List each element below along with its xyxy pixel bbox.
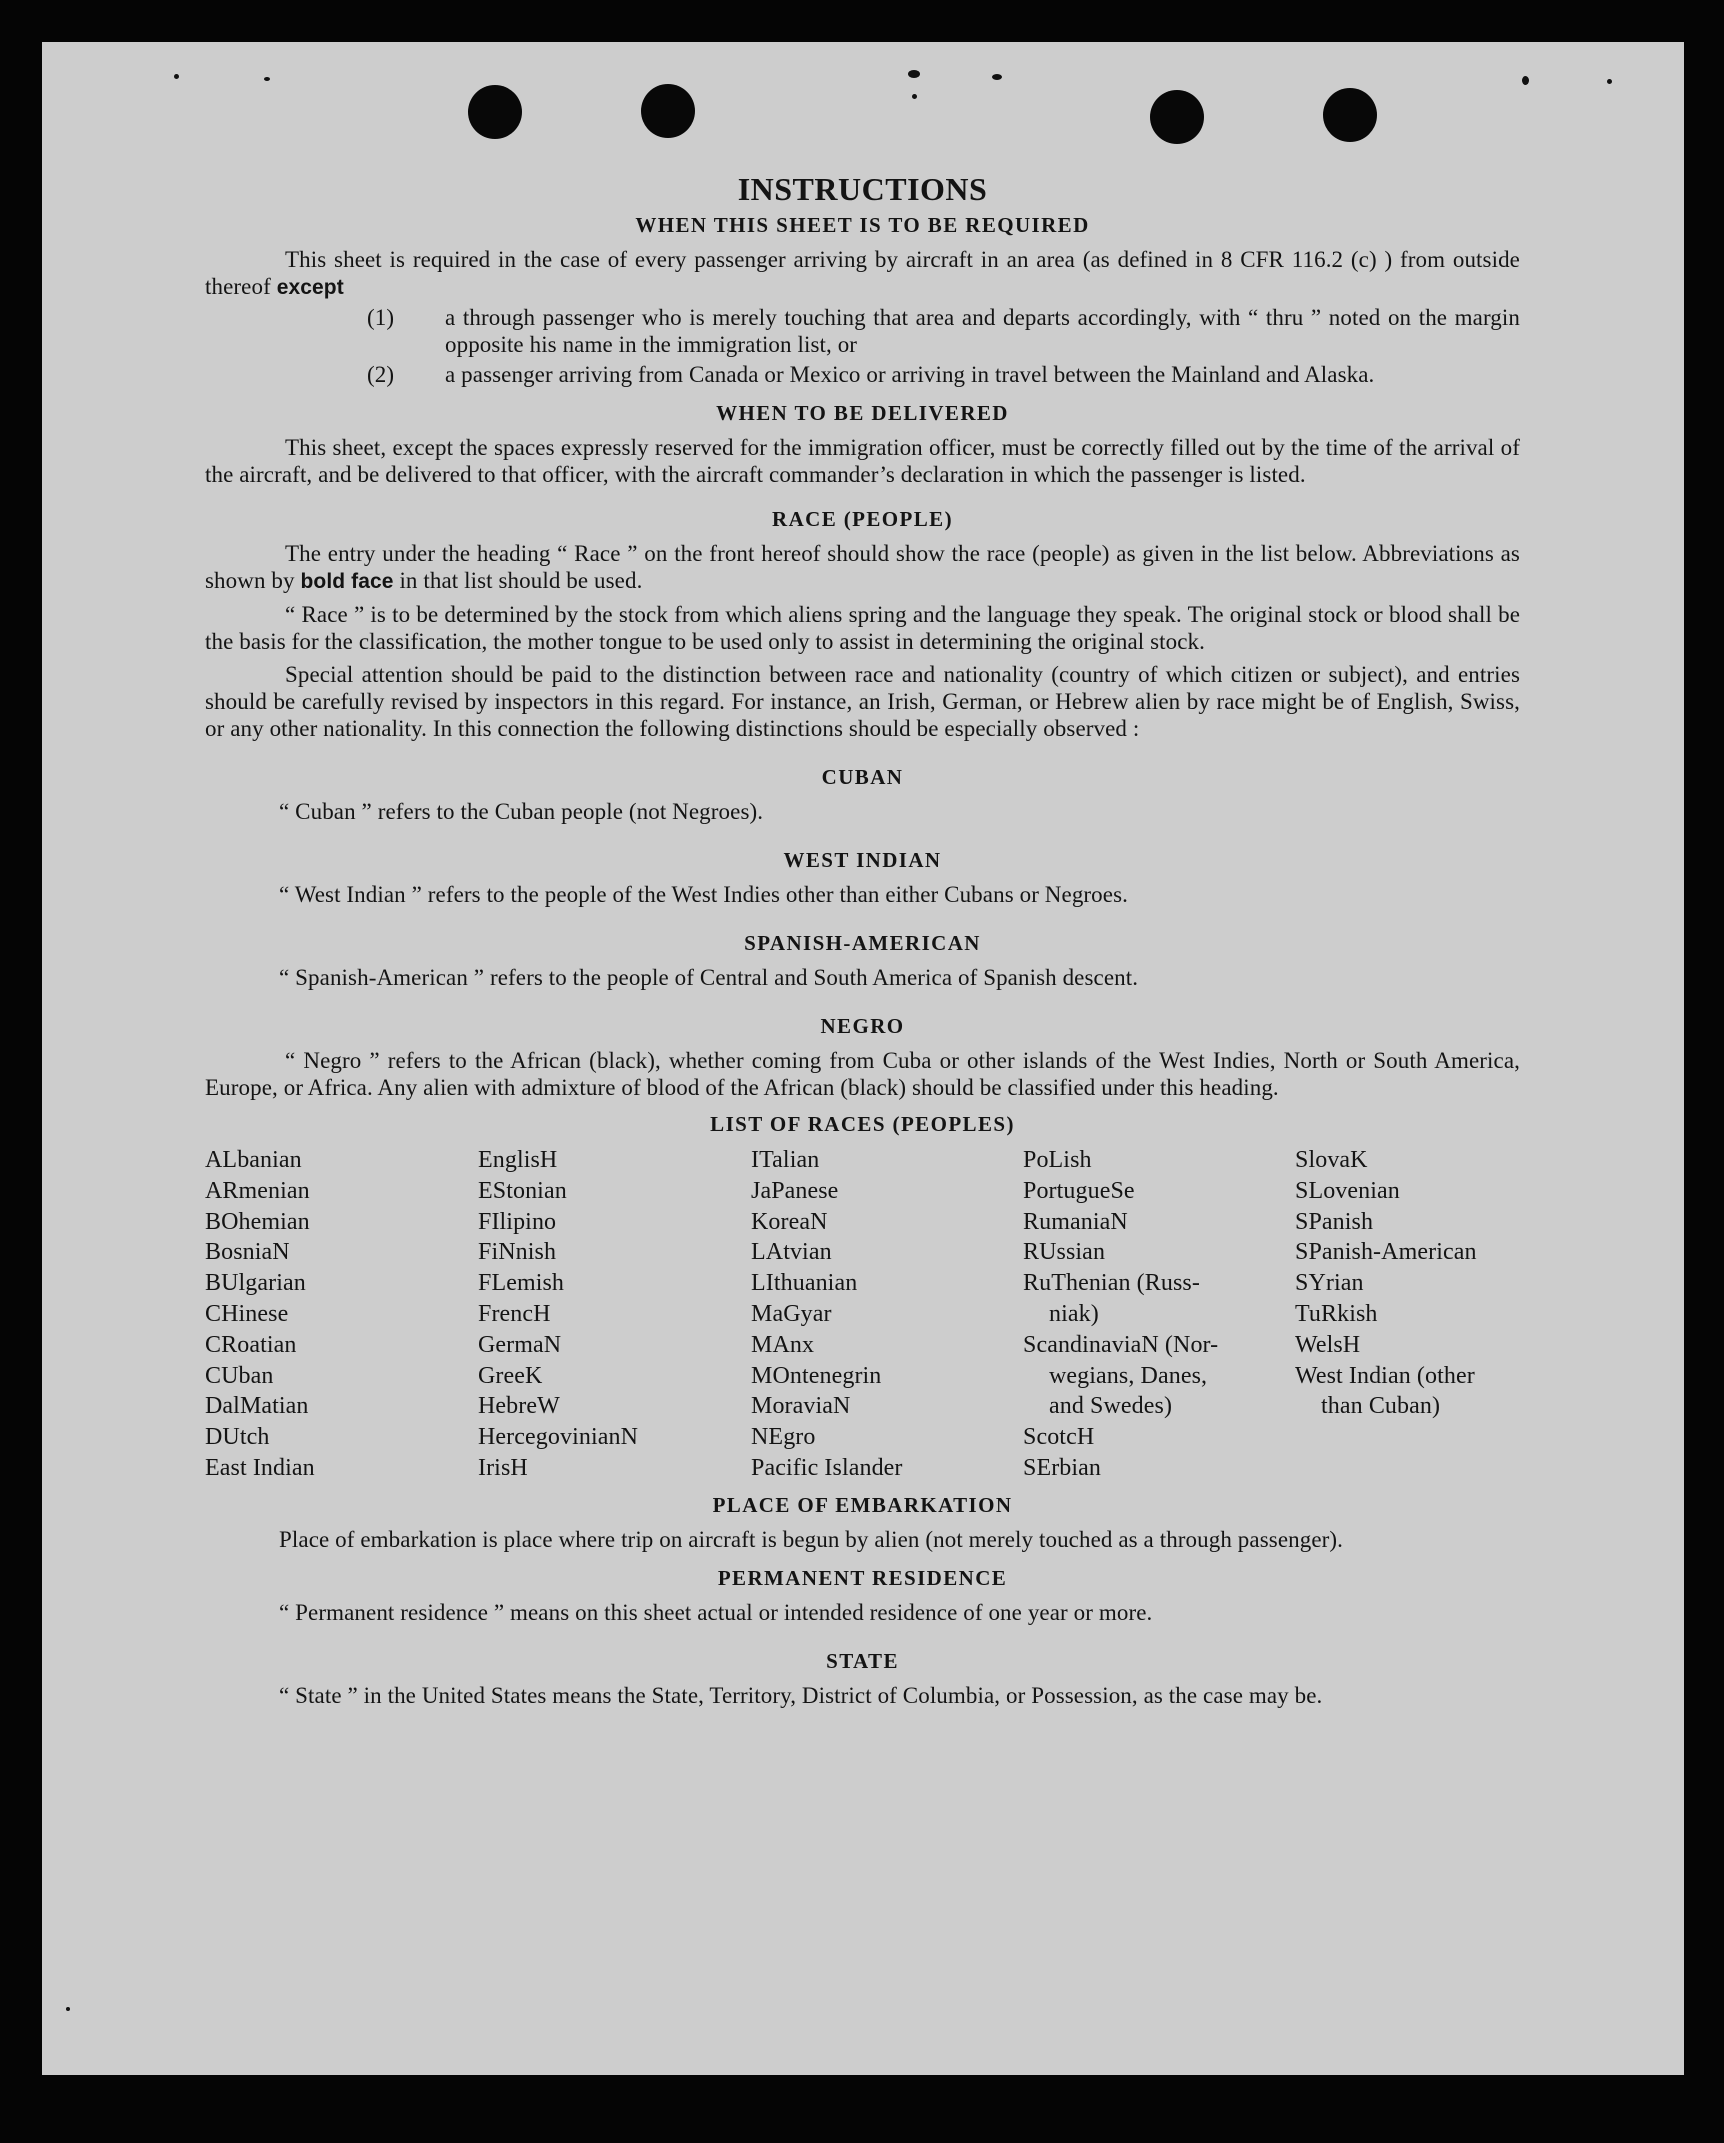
cuban-heading: CUBAN: [821, 765, 904, 789]
race-paragraph-3: Special attention should be paid to the distinction between race and nationality (country of which citizen or subject), and entries should be carefully revised by inspectors in this regard. For instance, an Irish, German, or Hebrew alien by race might be of English, Swiss, or any other nationality. In this connection the following distinctions should be especially observed :: [205, 662, 1520, 741]
residence-text: “ Permanent residence ” means on this sheet actual or intended residence of one year or more.: [279, 1599, 1153, 1625]
race-entry: SlovaK: [1295, 1147, 1368, 1173]
when-required-intro: This sheet is required in the case of every passenger arriving by aircraft in an area (as defined in 8 CFR 116.2 (c) ) from outside thereof except: [205, 247, 1520, 299]
race-paragraph-1: The entry under the heading “ Race ” on the front hereof should show the race (people) as given in the list below. Abbreviations as shown by bold face in that list should be used.: [205, 541, 1520, 593]
race-entry: RUssian: [1023, 1239, 1106, 1266]
race-entry: BosniaN: [205, 1239, 290, 1266]
punch-hole: [468, 85, 522, 139]
race-column: [205, 1145, 478, 1484]
race-entry: HebreW: [478, 1393, 560, 1420]
page-title: INSTRUCTIONS: [737, 171, 988, 207]
when-delivered-text: This sheet, except the spaces expressly reserved for the immigration officer, must be correctly filled out by the time of the arrival of the aircraft, and be delivered to that officer, with the aircraft commander’s declaration in which the passenger is listed.: [205, 435, 1520, 487]
race-entry: NEgro: [751, 1424, 816, 1451]
negro-text: “ Negro ” refers to the African (black), whether coming from Cuba or other islands of the West Indies, North or South America, Europe, or Africa. Any alien with admixture of blood of the African (black) should be classified under this heading.: [205, 1048, 1520, 1100]
when-delivered-heading: WHEN TO BE DELIVERED: [716, 401, 1009, 425]
race-entry: CUban: [205, 1362, 274, 1389]
instructions-content: [205, 170, 1520, 1709]
race-entry: niak): [1049, 1300, 1099, 1327]
spanish-american-text: “ Spanish-American ” refers to the people of Central and South America of Spanish descent.: [279, 965, 1139, 990]
race-entry: SYrian: [1295, 1270, 1364, 1297]
race-entry: than Cuban): [1321, 1393, 1441, 1420]
speck: [264, 77, 270, 81]
race-entry: SPanish: [1295, 1208, 1374, 1235]
exception-2: (2) a passenger arriving from Canada or Mexico or arriving in travel between the Mainland and Alaska.: [367, 362, 1375, 387]
embarkation-text: Place of embarkation is place where trip on aircraft is begun by alien (not merely touched as a through passenger).: [279, 1526, 1344, 1552]
exception-1: (1) a through passenger who is merely touching that area and departs accordingly, with “ thru ” noted on the margin opposite his name in the immigration list, or: [367, 305, 1520, 357]
race-entry: ALbanian: [205, 1147, 302, 1173]
race-entry: SLovenian: [1295, 1177, 1400, 1204]
race-entry: GermaN: [478, 1331, 562, 1358]
race-entry: EStonian: [478, 1177, 567, 1204]
state-text: “ State ” in the United States means the State, Territory, District of Columbia, or Possession, as the case may be.: [279, 1682, 1323, 1708]
race-column: [1295, 1145, 1520, 1484]
race-column: [751, 1145, 1023, 1484]
race-entry: CHinese: [205, 1300, 289, 1327]
race-entry: PortugueSe: [1023, 1177, 1135, 1204]
race-paragraph-2: “ Race ” is to be determined by the stock from which aliens spring and the language they speak. The original stock or blood shall be the basis for the classification, the mother tongue to be used only to assist in determining the original stock.: [205, 602, 1520, 654]
race-entry: EnglisH: [478, 1147, 558, 1173]
race-entry: Pacific Islander: [751, 1454, 903, 1481]
race-entry: GreeK: [478, 1362, 543, 1389]
list-of-races-heading: LIST OF RACES (PEOPLES): [710, 1112, 1015, 1136]
race-list: [205, 1145, 1520, 1484]
race-entry: SPanish-American: [1295, 1239, 1477, 1266]
when-required-heading: WHEN THIS SHEET IS TO BE REQUIRED: [635, 213, 1090, 237]
race-entry: LIthuanian: [751, 1270, 858, 1297]
race-entry: ITalian: [751, 1147, 820, 1173]
race-entry: TuRkish: [1295, 1300, 1378, 1327]
race-entry: MoraviaN: [751, 1393, 851, 1420]
race-entry: BUlgarian: [205, 1270, 306, 1297]
embarkation-heading: PLACE OF EMBARKATION: [712, 1492, 1013, 1517]
cuban-text: “ Cuban ” refers to the Cuban people (not Negroes).: [279, 799, 764, 824]
residence-heading: PERMANENT RESIDENCE: [717, 1565, 1008, 1590]
race-entry: IrisH: [478, 1454, 528, 1481]
race-column: [1023, 1145, 1295, 1484]
speck: [174, 74, 179, 79]
race-entry: East Indian: [205, 1454, 315, 1481]
speck: [1607, 79, 1612, 84]
race-entry: PoLish: [1023, 1147, 1092, 1173]
west-indian-text: “ West Indian ” refers to the people of the West Indies other than either Cubans or Negroes.: [279, 882, 1128, 907]
spanish-american-heading: SPANISH-AMERICAN: [744, 931, 981, 955]
race-entry: BOhemian: [205, 1208, 310, 1235]
race-entry: West Indian (other: [1295, 1362, 1475, 1389]
race-entry: MAnx: [751, 1331, 815, 1358]
race-heading: RACE (PEOPLE): [772, 507, 953, 531]
race-entry: DalMatian: [205, 1393, 309, 1420]
punch-hole: [1323, 88, 1377, 142]
negro-heading: NEGRO: [820, 1014, 905, 1038]
race-entry: and Swedes): [1049, 1393, 1173, 1420]
race-entry: MaGyar: [751, 1300, 832, 1327]
race-entry: CRoatian: [205, 1331, 297, 1358]
race-entry: ScandinaviaN (Nor-: [1023, 1331, 1219, 1358]
state-heading: STATE: [826, 1648, 899, 1673]
race-entry: HercegovinianN: [478, 1424, 639, 1451]
race-entry: KoreaN: [751, 1208, 828, 1235]
race-entry: FLemish: [478, 1270, 565, 1297]
race-entry: DUtch: [205, 1424, 270, 1451]
race-entry: JaPanese: [751, 1177, 839, 1204]
race-entry: WelsH: [1295, 1331, 1361, 1358]
race-column: [478, 1145, 751, 1484]
race-entry: RuThenian (Russ-: [1023, 1270, 1200, 1297]
speck: [992, 74, 1002, 80]
speck: [908, 70, 920, 78]
race-entry: SErbian: [1023, 1454, 1102, 1481]
race-entry: FrencH: [478, 1300, 551, 1327]
punch-hole: [1150, 90, 1204, 144]
west-indian-heading: WEST INDIAN: [783, 848, 942, 872]
race-entry: FiNnish: [478, 1239, 557, 1266]
speck: [66, 2007, 70, 2011]
race-entry: FIlipino: [478, 1208, 557, 1235]
punch-hole: [641, 84, 695, 138]
race-entry: ARmenian: [205, 1177, 310, 1204]
race-entry: LAtvian: [751, 1239, 832, 1266]
speck: [912, 94, 917, 99]
race-entry: wegians, Danes,: [1049, 1362, 1208, 1389]
speck: [1522, 76, 1529, 85]
race-entry: RumaniaN: [1023, 1208, 1128, 1235]
race-entry: ScotcH: [1023, 1424, 1095, 1451]
race-entry: MOntenegrin: [751, 1362, 882, 1389]
